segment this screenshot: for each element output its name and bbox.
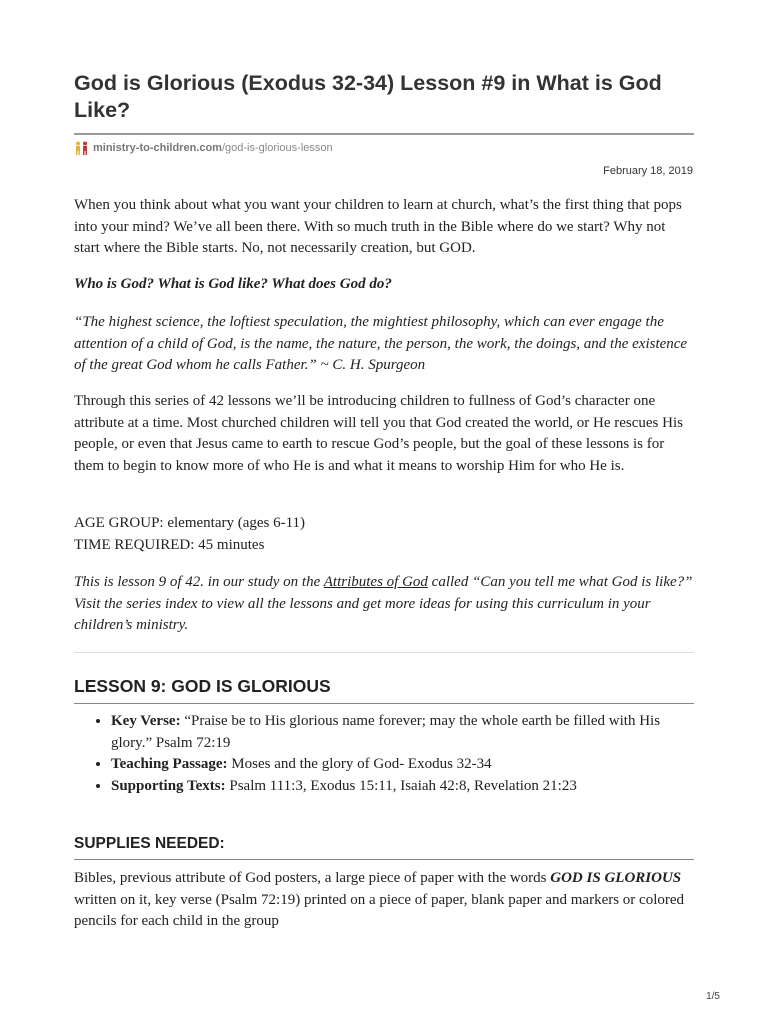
spurgeon-quote: “The highest science, the loftiest speculation, the mightiest philosophy, which can ever engage the attention of a child of God, is the name, the nature, the person, the work, the doings, and the existence of the great God whom he calls Father.” ~ C. H. Spurgeon bbox=[74, 314, 688, 373]
series-note bbox=[74, 572, 694, 637]
key-verse-label: Key Verse: bbox=[111, 713, 181, 729]
attributes-of-god-link[interactable]: Attributes of God bbox=[323, 574, 428, 590]
supplies-post: written on it, key verse (Psalm 72:19) printed on a piece of paper, blank paper and markers or colored pencils for each child in the group bbox=[74, 870, 689, 929]
lesson-details-list bbox=[74, 711, 694, 797]
page-title: God is Glorious (Exodus 32-34) Lesson #9 in What is God Like? bbox=[74, 71, 662, 122]
teaching-passage-item bbox=[111, 754, 694, 776]
section-divider bbox=[74, 652, 694, 653]
source-domain[interactable]: ministry-to-children.com bbox=[93, 142, 222, 154]
intro-questions: Who is God? What is God like? What does God do? bbox=[74, 276, 392, 292]
source-link[interactable] bbox=[74, 141, 333, 155]
supplies-heading-rule bbox=[74, 859, 694, 860]
key-verse-text: “Praise be to His glorious name forever; may the whole earth be filled with His glory.” Psalm 72:19 bbox=[111, 713, 661, 751]
supplies-paragraph bbox=[74, 868, 694, 933]
series-note-post: called “Can you tell me what God is like?” Visit the series index to view all the lessons and get more ideas for using this curriculum in your children’s ministry. bbox=[74, 574, 693, 633]
series-paragraph: Through this series of 42 lessons we’ll be introducing children to fullness of God’s character one attribute at a time. Most churched children will tell you that God created the world, or He rescues His people, or even that Jesus came to earth to rescue God’s people, but the goal of these lessons is for them to begin to know more of who He is and what it means to worship Him for who He is. bbox=[74, 393, 683, 474]
supporting-texts-item bbox=[111, 776, 694, 798]
supporting-texts-label: Supporting Texts: bbox=[111, 777, 226, 794]
teaching-passage-label: Teaching Passage: bbox=[111, 756, 228, 772]
supplies-emphasis: GOD IS GLORIOUS bbox=[550, 870, 682, 886]
series-note-pre: This is lesson 9 of 42. in our study on the bbox=[74, 574, 324, 590]
time-required: TIME REQUIRED: 45 minutes bbox=[74, 537, 265, 553]
lesson-heading: LESSON 9: GOD IS GLORIOUS bbox=[74, 676, 331, 696]
age-group: AGE GROUP: elementary (ages 6-11) bbox=[74, 515, 306, 531]
key-verse-item bbox=[111, 711, 694, 754]
title-divider bbox=[74, 133, 694, 135]
supplies-pre: Bibles, previous attribute of God posters, a large piece of paper with the words bbox=[74, 870, 551, 886]
page-number: 1/5 bbox=[706, 991, 720, 1002]
teaching-passage-text: Moses and the glory of God- Exodus 32-34 bbox=[227, 756, 492, 772]
publish-date: February 18, 2019 bbox=[603, 165, 693, 177]
supporting-texts-text: Psalm 111:3, Exodus 15:11, Isaiah 42:8, Revelation 21:23 bbox=[225, 777, 577, 794]
source-path[interactable]: /god-is-glorious-lesson bbox=[221, 142, 333, 154]
lesson-heading-rule bbox=[74, 703, 694, 704]
supplies-heading: SUPPLIES NEEDED: bbox=[74, 835, 225, 852]
kids-logo-icon bbox=[74, 141, 90, 155]
intro-paragraph: When you think about what you want your children to learn at church, what’s the first thing that pops into your mind? We’ve all been there. With so much truth in the Bible where do we start? Why not start where the Bible starts. No, not necessarily creation, but GOD. bbox=[74, 197, 682, 256]
